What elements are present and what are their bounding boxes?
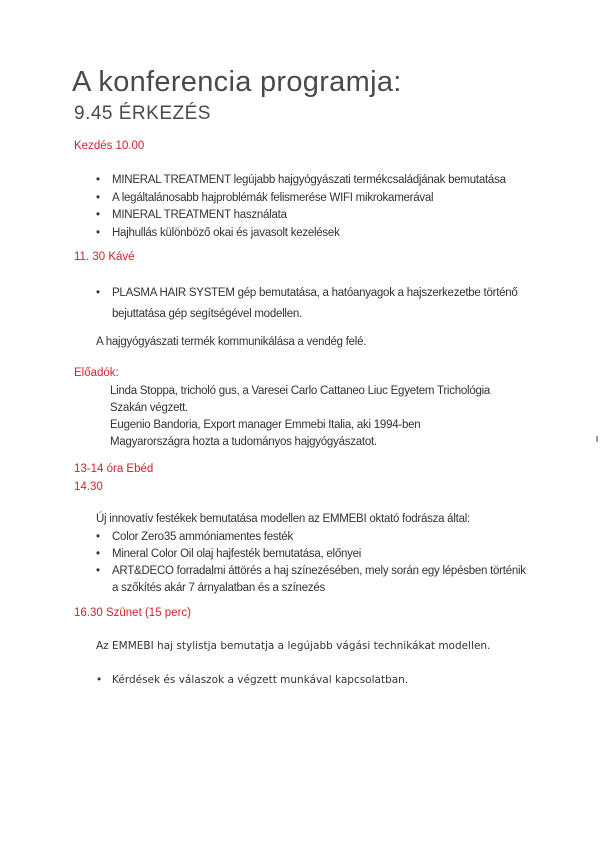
list-item	[96, 563, 526, 597]
list-item: • Hajhullás különböző okai és javasolt kezelések	[96, 225, 506, 243]
list-item-line: bejuttatása gép segítségével modellen.	[112, 308, 302, 320]
list-item-line: a szőkítés akár 7 árnyalatban és a színezés	[112, 582, 325, 594]
edge-mark	[596, 436, 598, 442]
speakers-list	[110, 383, 490, 451]
list-item	[96, 283, 518, 325]
afternoon-list	[96, 529, 526, 597]
list-item: • Mineral Color Oil olaj hajfesték bemutatása, előnyei	[96, 546, 526, 563]
arrival-heading: 9.45 ÉRKEZÉS	[74, 103, 211, 124]
speaker-line: Eugenio Bandoria, Export manager Emmebi Italia, aki 1994-ben	[110, 419, 421, 431]
communication-text: A hajgyógyászati termék kommunikálása a vendég felé.	[96, 336, 367, 348]
speakers-label: Előadók:	[74, 367, 119, 379]
start-time-label: Kezdés 10.00	[74, 140, 145, 152]
list-item-line: • PLASMA HAIR SYSTEM gép bemutatása, a hatóanyagok a hajszerkezetbe történő	[112, 287, 518, 299]
list-item: • A legáltalánosabb hajproblémák felismerése WIFI mikrokamerával	[96, 190, 506, 208]
list-item: • Kérdések és válaszok a végzett munkával kapcsolatban.	[96, 674, 408, 686]
lunch-label: 13-14 óra Ebéd	[74, 463, 154, 475]
session2-list	[96, 283, 518, 325]
qa-list	[96, 674, 408, 686]
afternoon-time-label: 14.30	[74, 481, 103, 493]
speaker-line: Szakán végzett.	[110, 402, 189, 414]
list-item: • Color Zero35 ammóniamentes festék	[96, 529, 526, 546]
list-item: • MINERAL TREATMENT használata	[96, 207, 506, 225]
session1-list	[96, 172, 506, 242]
speaker-line: Linda Stoppa, tricholó gus, a Varesei Carlo Cattaneo Liuc Egyetem Trichológia	[110, 385, 491, 397]
break-label: 16.30 Szünet (15 perc)	[74, 607, 191, 619]
speaker-line: Magyarországra hozta a tudományos hajgyógyászatot.	[110, 436, 377, 448]
page-title: A konferencia programja:	[72, 66, 402, 98]
list-item: • MINERAL TREATMENT legújabb hajgyógyászati termékcsaládjának bemutatása	[96, 172, 506, 190]
list-item-line: • ART&DECO forradalmi áttörés a haj színezésében, mely során egy lépésben történik	[112, 565, 526, 577]
stylist-text: Az EMMEBI haj stylistja bemutatja a legújabb vágási technikákat modellen.	[96, 640, 491, 652]
afternoon-intro: Új innovatív festékek bemutatása modellen az EMMEBI oktató fodrásza által:	[96, 513, 470, 525]
coffee-break-label: 11. 30 Kávé	[74, 251, 135, 263]
